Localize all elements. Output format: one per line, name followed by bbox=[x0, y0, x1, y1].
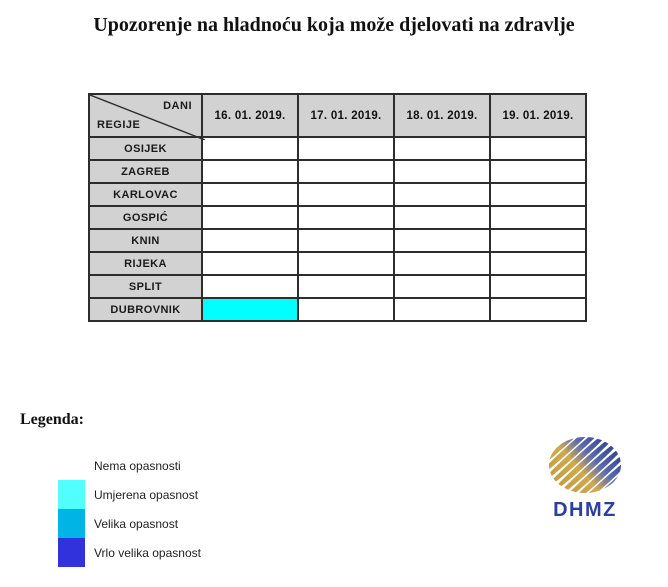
warning-cell-none bbox=[394, 183, 490, 206]
date-header: 16. 01. 2019. bbox=[202, 94, 298, 137]
warning-cell-none bbox=[202, 183, 298, 206]
table-row bbox=[89, 183, 586, 206]
corner-label-regije: REGIJE bbox=[97, 119, 141, 131]
table-row bbox=[89, 298, 586, 321]
warning-cell-none bbox=[202, 160, 298, 183]
region-label: OSIJEK bbox=[89, 137, 202, 160]
warning-cell-none bbox=[298, 252, 394, 275]
table-row bbox=[89, 160, 586, 183]
dhmz-logo bbox=[541, 436, 629, 522]
warning-cell-none bbox=[490, 252, 586, 275]
warning-cell-none bbox=[298, 298, 394, 321]
warning-cell-none bbox=[490, 183, 586, 206]
dhmz-logo-text: DHMZ bbox=[553, 499, 617, 521]
table-row bbox=[89, 229, 586, 252]
warning-cell-none bbox=[202, 252, 298, 275]
legend-swatch bbox=[58, 480, 85, 509]
region-label: SPLIT bbox=[89, 275, 202, 298]
warning-cell-none bbox=[298, 275, 394, 298]
warning-cell-none bbox=[298, 183, 394, 206]
warning-cell-none bbox=[394, 275, 490, 298]
region-label: GOSPIĆ bbox=[89, 206, 202, 229]
table-row bbox=[89, 137, 586, 160]
warning-cell-none bbox=[394, 137, 490, 160]
legend-item bbox=[58, 480, 201, 509]
date-header: 17. 01. 2019. bbox=[298, 94, 394, 137]
legend-label: Vrlo velika opasnost bbox=[94, 545, 201, 560]
legend-label: Nema opasnosti bbox=[94, 458, 181, 473]
warning-cell-none bbox=[298, 160, 394, 183]
legend-swatch bbox=[58, 538, 85, 567]
page-title: Upozorenje na hladnoću koja može djelovati na zdravlje bbox=[93, 14, 575, 36]
warning-cell-none bbox=[202, 275, 298, 298]
legend-item bbox=[58, 538, 201, 567]
legend-item bbox=[58, 509, 201, 538]
warning-cell-none bbox=[394, 160, 490, 183]
warning-cell-none bbox=[202, 137, 298, 160]
warning-cell-none bbox=[394, 229, 490, 252]
warning-cell-none bbox=[394, 252, 490, 275]
warning-cell-none bbox=[298, 137, 394, 160]
cold-warning-table bbox=[88, 93, 587, 322]
date-header: 18. 01. 2019. bbox=[394, 94, 490, 137]
table-row bbox=[89, 252, 586, 275]
warning-cell-none bbox=[298, 229, 394, 252]
warning-cell-none bbox=[490, 298, 586, 321]
warning-cell-none bbox=[394, 206, 490, 229]
warning-cell-none bbox=[394, 298, 490, 321]
corner-cell bbox=[89, 94, 202, 137]
region-label: KNIN bbox=[89, 229, 202, 252]
table-row bbox=[89, 275, 586, 298]
legend-item bbox=[58, 451, 201, 480]
warning-cell-none bbox=[490, 160, 586, 183]
legend-title: Legenda: bbox=[20, 411, 84, 428]
warning-cell-none bbox=[298, 206, 394, 229]
warning-cell-moderate bbox=[202, 298, 298, 321]
warning-cell-none bbox=[202, 229, 298, 252]
legend-label: Umjerena opasnost bbox=[94, 487, 199, 502]
region-label: DUBROVNIK bbox=[89, 298, 202, 321]
date-header: 19. 01. 2019. bbox=[490, 94, 586, 137]
warning-cell-none bbox=[490, 229, 586, 252]
region-label: RIJEKA bbox=[89, 252, 202, 275]
region-label: ZAGREB bbox=[89, 160, 202, 183]
table-header-row bbox=[89, 94, 586, 137]
dhmz-globe-icon bbox=[548, 436, 622, 494]
legend-swatch bbox=[58, 509, 85, 538]
legend-swatch bbox=[58, 451, 85, 480]
corner-label-dani: DANI bbox=[163, 100, 192, 112]
warning-cell-none bbox=[490, 137, 586, 160]
legend-label: Velika opasnost bbox=[94, 516, 179, 531]
region-label: KARLOVAC bbox=[89, 183, 202, 206]
legend-list bbox=[58, 451, 201, 567]
warning-cell-none bbox=[202, 206, 298, 229]
warning-table-body bbox=[89, 137, 586, 321]
warning-cell-none bbox=[490, 275, 586, 298]
table-row bbox=[89, 206, 586, 229]
warning-cell-none bbox=[490, 206, 586, 229]
